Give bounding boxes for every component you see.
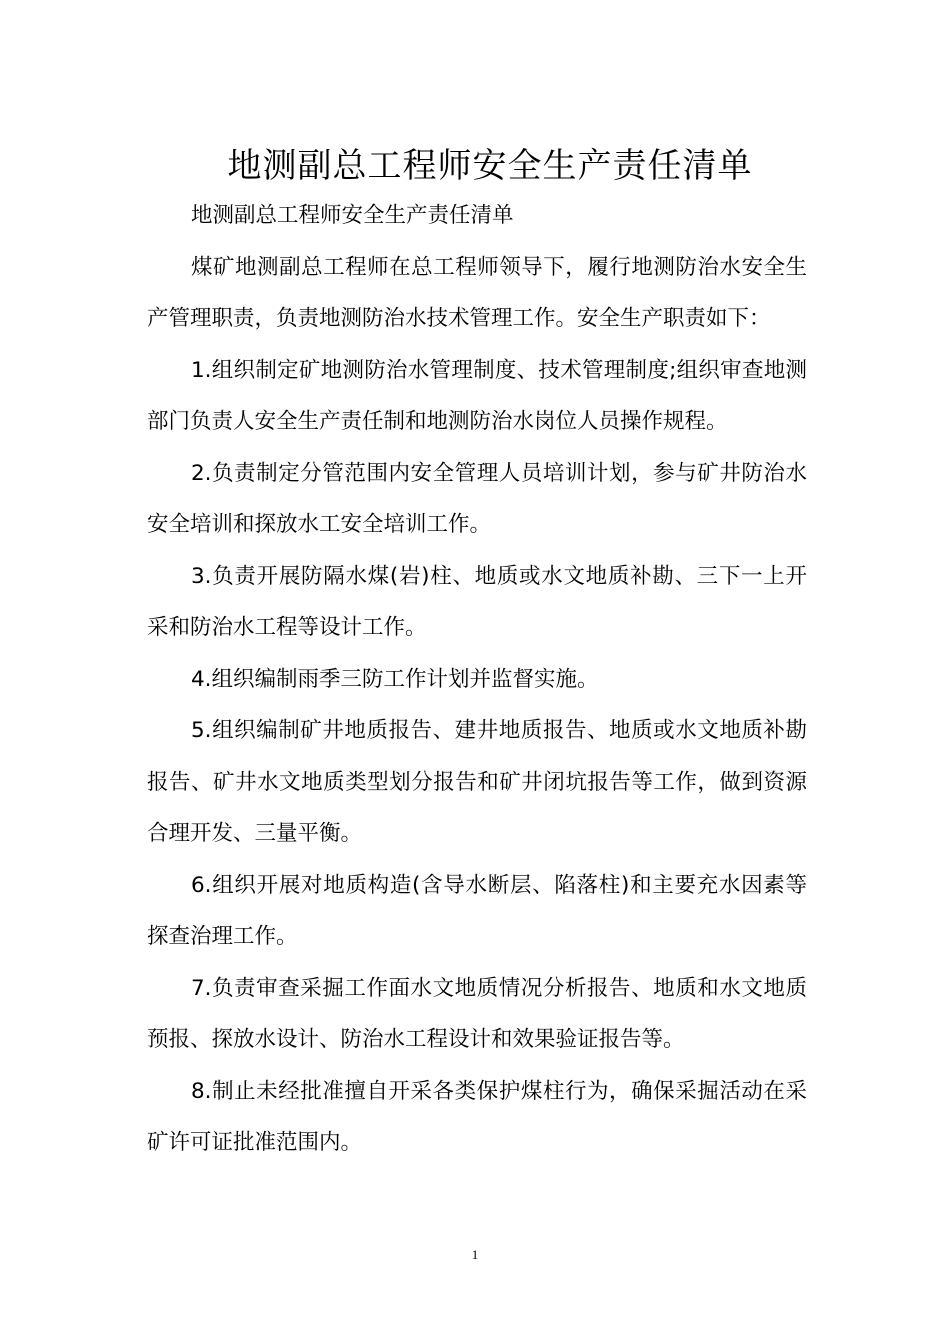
intro-paragraph: 煤矿地测副总工程师在总工程师领导下，履行地测防治水安全生产管理职责，负责地测防治水技术管理工作。安全生产职责如下： xyxy=(147,254,807,331)
responsibility-item-2: 2.负责制定分管范围内安全管理人员培训计划，参与矿井防治水安全培训和探放水工安全培训工作。 xyxy=(147,460,807,537)
responsibility-item-6: 6.组织开展对地质构造(含导水断层、陷落柱)和主要充水因素等探查治理工作。 xyxy=(147,872,807,949)
responsibility-item-3: 3.负责开展防隔水煤(岩)柱、地质或水文地质补勘、三下一上开采和防治水工程等设计工作。 xyxy=(147,563,807,640)
page-number: 1 xyxy=(471,1247,479,1262)
subtitle-paragraph: 地测副总工程师安全生产责任清单 xyxy=(191,203,514,228)
responsibility-item-8: 8.制止未经批准擅自开采各类保护煤柱行为，确保采掘活动在采矿许可证批准范围内。 xyxy=(147,1078,807,1155)
responsibility-item-1: 1.组织制定矿地测防治水管理制度、技术管理制度;组织审查地测部门负责人安全生产责任制和地测防治水岗位人员操作规程。 xyxy=(147,357,807,434)
document-body xyxy=(147,190,807,1169)
document-title: 地测副总工程师安全生产责任清单 xyxy=(227,145,753,186)
responsibility-item-7: 7.负责审查采掘工作面水文地质情况分析报告、地质和水文地质预报、探放水设计、防治水工程设计和效果验证报告等。 xyxy=(147,975,807,1052)
responsibility-item-5: 5.组织编制矿井地质报告、建井地质报告、地质或水文地质补勘报告、矿井水文地质类型划分报告和矿井闭坑报告等工作，做到资源合理开发、三量平衡。 xyxy=(147,718,807,846)
responsibility-item-4: 4.组织编制雨季三防工作计划并监督实施。 xyxy=(191,666,599,692)
